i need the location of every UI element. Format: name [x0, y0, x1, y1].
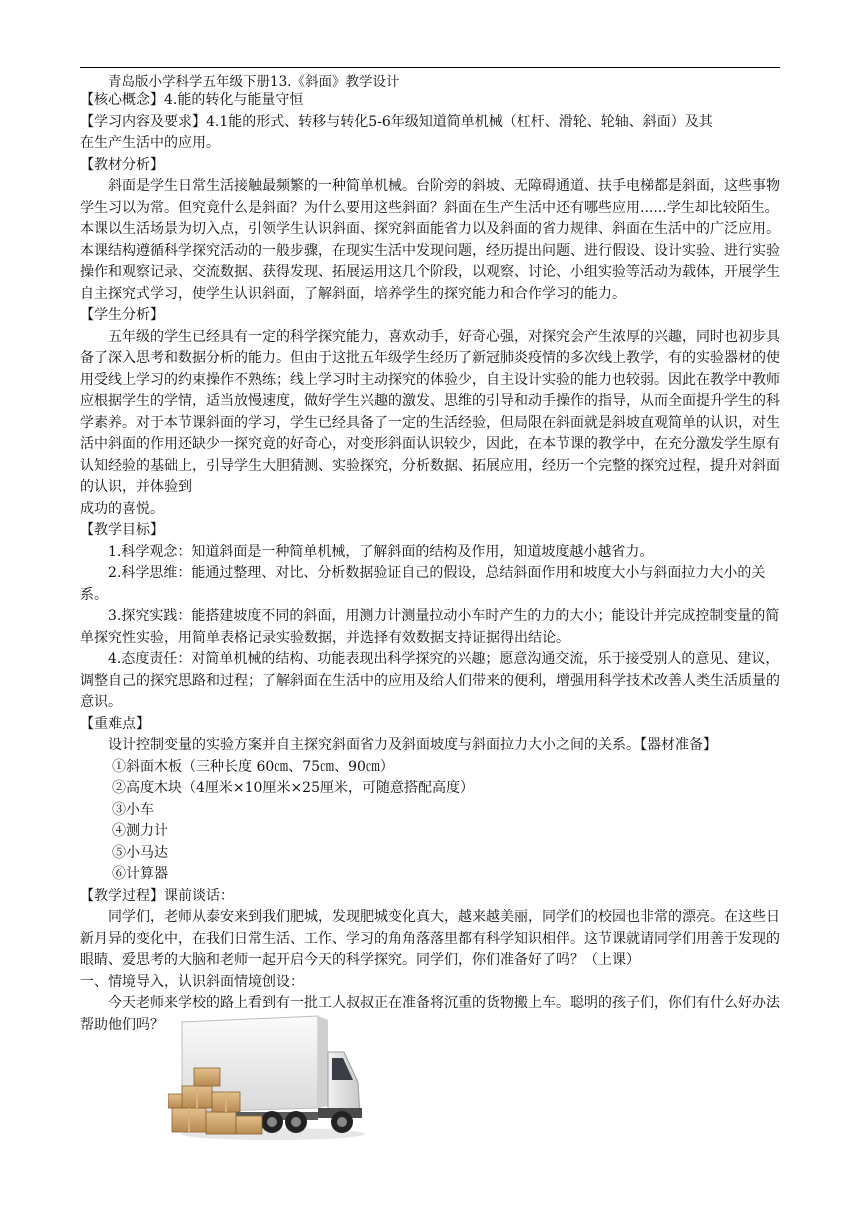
requirements-line-2: 在生产生活中的应用。 [80, 135, 220, 151]
key-points-text: 设计控制变量的实验方案并自主探究斜面省力及斜面坡度与斜面拉力大小之间的关系。【器材准备】 [108, 737, 717, 753]
core-concept: 【核心概念】4.能的转化与能量守恒 [80, 92, 304, 108]
material-item: ⑥计算器 [112, 866, 168, 882]
teaching-goal-4: 4.态度责任：对简单机械的结构、功能表现出科学探究的兴趣；愿意沟通交流，乐于接受别人的意见、建议，调整自己的探究思路和过程；了解斜面在生活中的应用及给人们带来的便利，增强用科学技术改善人类生活质量的意识。 [80, 651, 780, 710]
student-analysis-text: 五年级的学生已经具有一定的科学探究能力，喜欢动手，好奇心强，对探究会产生浓厚的兴趣，同时也初步具备了深入思考和数据分析的能力。但由于这批五年级学生经历了新冠肺炎疫情的多次线上教学，有的实验器材的使用受线上学习的约束操作不熟练；线上学习时主动探究的体验少，自主设计实验的能力也较弱。因此在教学中教师应根据学生的学情，适当放慢速度，做好学生兴趣的激发、思维的引导和动手操作的指导，从而全面提升学生的科学素养。对于本节课斜面的学习，学生已经具备了一定的生活经验，但局限在斜面就是斜坡直观简单的认识，对生活中斜面的作用还缺少一探究竟的好奇心，对变形斜面认识较少，因此，在本节课的教学中，在充分激发学生原有认知经验的基础上，引导学生大胆猜测、实验探究，分析数据、拓展应用，经历一个完整的探究过程，提升对斜面的认识，并体验到 [80, 328, 780, 495]
textbook-analysis-heading: 【教材分析】 [80, 156, 164, 173]
teaching-goal-1: 1.科学观念：知道斜面是一种简单机械，了解斜面的结构及作用，知道坡度越小越省力。 [108, 543, 654, 560]
material-item: ②高度木块（4厘米×10厘米×25厘米，可随意搭配高度） [112, 780, 474, 796]
student-analysis-heading: 【学生分析】 [80, 307, 164, 323]
teaching-goal-2: 2.科学思维：能通过整理、对比、分析数据验证自己的假设，总结斜面作用和坡度大小与斜面拉力大小的关系。 [80, 565, 766, 603]
teaching-goal-3: 3.探究实践：能搭建坡度不同的斜面，用测力计测量拉动小车时产生的力的大小；能设计并完成控制变量的简单探究性实验，用简单表格记录实验数据，并选择有效数据支持证据得出结论。 [80, 608, 780, 646]
student-analysis-tail: 成功的喜悦。 [80, 500, 164, 517]
teaching-goals-heading: 【教学目标】 [80, 522, 164, 538]
material-item: ③小车 [112, 801, 154, 818]
key-points-heading: 【重难点】 [80, 715, 150, 732]
material-item: ④测力计 [112, 823, 168, 839]
section-1-heading: 一、情境导入，认识斜面情境创设： [80, 973, 304, 990]
header-rule [80, 67, 780, 68]
truck-with-boxes-illustration [168, 1012, 368, 1147]
teaching-process-heading: 【教学过程】课前谈话： [80, 887, 234, 904]
textbook-analysis-text: 斜面是学生日常生活接触最频繁的一种简单机械。台阶旁的斜坡、无障碍通道、扶手电梯都是斜面，这些事物学生习以为常。但究竟什么是斜面？为什么要用这些斜面？斜面在生产生活中还有哪些应用......学生却比较陌生。本课以生活场景为切入点，引领学生认识斜面、探究斜面能省力以及斜面的省力规律、斜面在生活中的广泛应用。本课结构遵循科学探究活动的一般步骤，在现实生活中发现问题，经历提出问题、进行假设、设计实验、进行实验操作和观察记录、交流数据、获得发现、拓展运用这几个阶段，以观察、讨论、小组实验等活动为载体，开展学生自主探究式学习，使学生认识斜面，了解斜面，培养学生的探究能力和合作学习的能力。 [80, 178, 780, 302]
document-title: 青岛版小学科学五年级下册13.《斜面》教学设计 [108, 74, 400, 90]
material-item: ①斜面木板（三种长度 60㎝、75㎝、90㎝） [112, 758, 394, 775]
section-1-text: 今天老师来学校的路上看到有一批工人叔叔正在准备将沉重的货物搬上车。聪明的孩子们，你们有什么好办法帮助他们吗？ [80, 995, 780, 1033]
document-body [80, 90, 780, 1036]
requirements-line-1: 【学习内容及要求】4.1能的形式、转移与转化5-6年级知道简单机械（杠杆、滑轮、轮轴、斜面）及其 [80, 113, 713, 130]
material-item: ⑤小马达 [112, 844, 168, 861]
teaching-process-text: 同学们，老师从泰安来到我们肥城，发现肥城变化真大，越来越美丽，同学们的校园也非常的漂亮。在这些日新月异的变化中，在我们日常生活、工作、学习的角角落落里都有科学知识相伴。这节课就请同学们用善于发现的眼睛、爱思考的大脑和老师一起开启今天的科学探究。同学们，你们准备好了吗？（上课） [80, 909, 780, 968]
